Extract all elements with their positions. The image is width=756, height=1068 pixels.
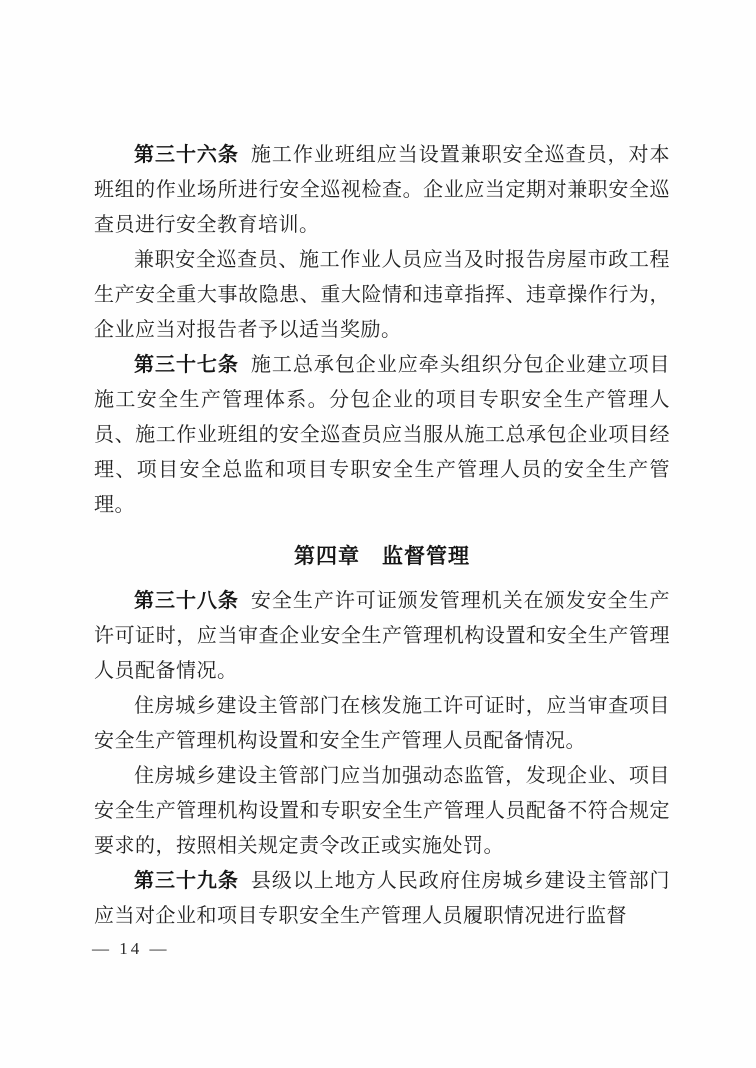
article-38-paragraph-2 [94, 689, 670, 759]
chapter-4-heading: 第四章 监督管理 [294, 544, 470, 568]
article-38-paragraph-3-text: 住房城乡建设主管部门应当加强动态监管，发现企业、项目安全生产管理机构设置和专职安全生产管理人员配备不符合规定要求的，按照相关规定责令改正或实施处罚。 [94, 765, 670, 857]
article-38-text: 安全生产许可证颁发管理机关在颁发安全生产许可证时，应当审查企业安全生产管理机构设置和安全生产管理人员配备情况。 [94, 590, 671, 682]
article-36-paragraph-2 [94, 243, 670, 348]
article-39-paragraph [94, 864, 670, 934]
article-36-paragraph [94, 138, 670, 243]
article-38-paragraph-3 [94, 759, 670, 864]
article-38-paragraph [94, 584, 670, 689]
document-body [94, 138, 670, 934]
page-number: — 14 — [92, 939, 170, 958]
article-39-text: 县级以上地方人民政府住房城乡建设主管部门应当对企业和项目专职安全生产管理人员履职情况进行监督 [94, 870, 671, 927]
article-36-paragraph-2-text: 兼职安全巡查员、施工作业人员应当及时报告房屋市政工程生产安全重大事故隐患、重大险情和违章指挥、违章操作行为，企业应当对报告者予以适当奖励。 [94, 249, 670, 341]
article-38-number: 第三十八条 [134, 590, 239, 612]
article-37-paragraph [94, 348, 670, 523]
article-39-number: 第三十九条 [134, 870, 239, 892]
article-36-text: 施工作业班组应当设置兼职安全巡查员，对本班组的作业场所进行安全巡视检查。企业应当定期对兼职安全巡查员进行安全教育培训。 [94, 144, 671, 236]
article-37-number: 第三十七条 [134, 354, 239, 376]
article-36-number: 第三十六条 [134, 144, 239, 166]
article-37-text: 施工总承包企业应牵头组织分包企业建立项目施工安全生产管理体系。分包企业的项目专职安全生产管理人员、施工作业班组的安全巡查员应当服从施工总承包企业项目经理、项目安全总监和项目专职安全生产管理人员的安全生产管理。 [94, 354, 671, 516]
article-38-paragraph-2-text: 住房城乡建设主管部门在核发施工许可证时，应当审查项目安全生产管理机构设置和安全生产管理人员配备情况。 [94, 695, 670, 752]
